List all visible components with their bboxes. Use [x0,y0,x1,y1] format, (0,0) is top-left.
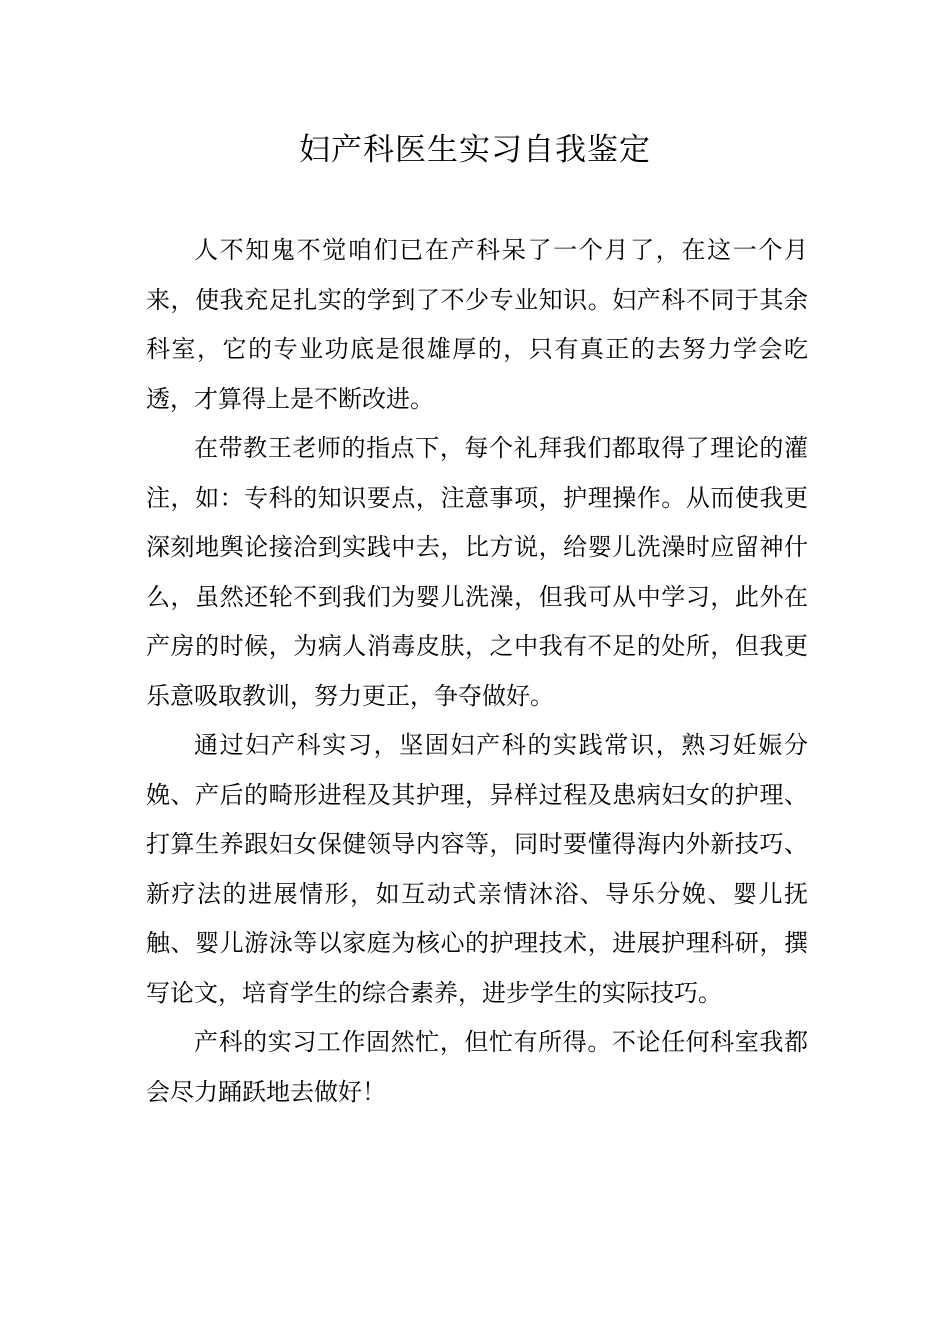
paragraph-4: 产科的实习工作固然忙，但忙有所得。不论任何科室我都会尽力踊跃地去做好！ [146,1028,808,1106]
paragraph-3: 通过妇产科实习，坚固妇产科的实践常识，熟习妊娠分娩、产后的畸形进程及其护理，异样过程及患病妇女的护理、打算生养跟妇女保健领导内容等，同时要懂得海内外新技巧、新疗法的进展情形，如互动式亲情沐浴、导乐分娩、婴儿抚触、婴儿游泳等以家庭为核心的护理技术，进展护理科研，撰写论文，培育学生的综合素养，进步学生的实际技巧。 [146,731,808,1007]
paragraph-2: 在带教王老师的指点下，每个礼拜我们都取得了理论的灌注，如：专科的知识要点，注意事项，护理操作。从而使我更深刻地舆论接洽到实践中去，比方说，给婴儿洗澡时应留神什么，虽然还轮不到我们为婴儿洗澡，但我可从中学习，此外在产房的时候，为病人消毒皮肤，之中我有不足的处所，但我更乐意吸取教训，努力更正，争夺做好。 [146,434,808,710]
paragraph-1: 人不知鬼不觉咱们已在产科呆了一个月了，在这一个月来，使我充足扎实的学到了不少专业知识。妇产科不同于其余科室，它的专业功底是很雄厚的，只有真正的去努力学会吃透，才算得上是不断改进。 [146,236,808,413]
document-body [146,226,808,1117]
document-title: 妇产科医生实习自我鉴定 [299,132,651,168]
